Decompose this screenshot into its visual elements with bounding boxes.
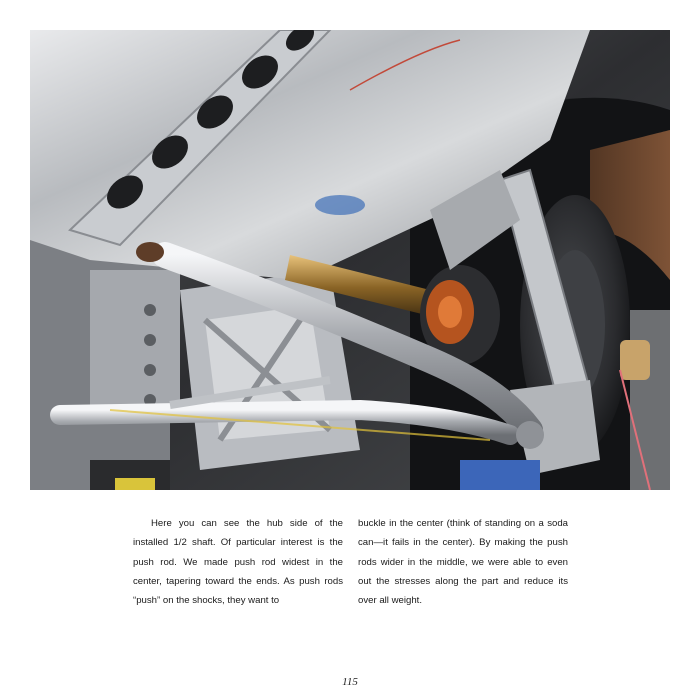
body-text-left-column: Here you can see the hub side of the installed 1/2 shaft. Of particular interest is the push rod. We made push rod widest in the center, tapering toward the ends. As push rods “push” on the shocks, they want to bbox=[133, 518, 343, 607]
body-text-right-column: buckle in the center (think of standing on a soda can—it fails in the center). By making the push rods wider in the middle, we were able to even out the stresses along the part and reduce its over all weight. bbox=[358, 518, 568, 607]
suspension-illustration bbox=[30, 30, 670, 490]
suspension-photo bbox=[30, 30, 670, 490]
page-number: 115 bbox=[342, 676, 358, 688]
